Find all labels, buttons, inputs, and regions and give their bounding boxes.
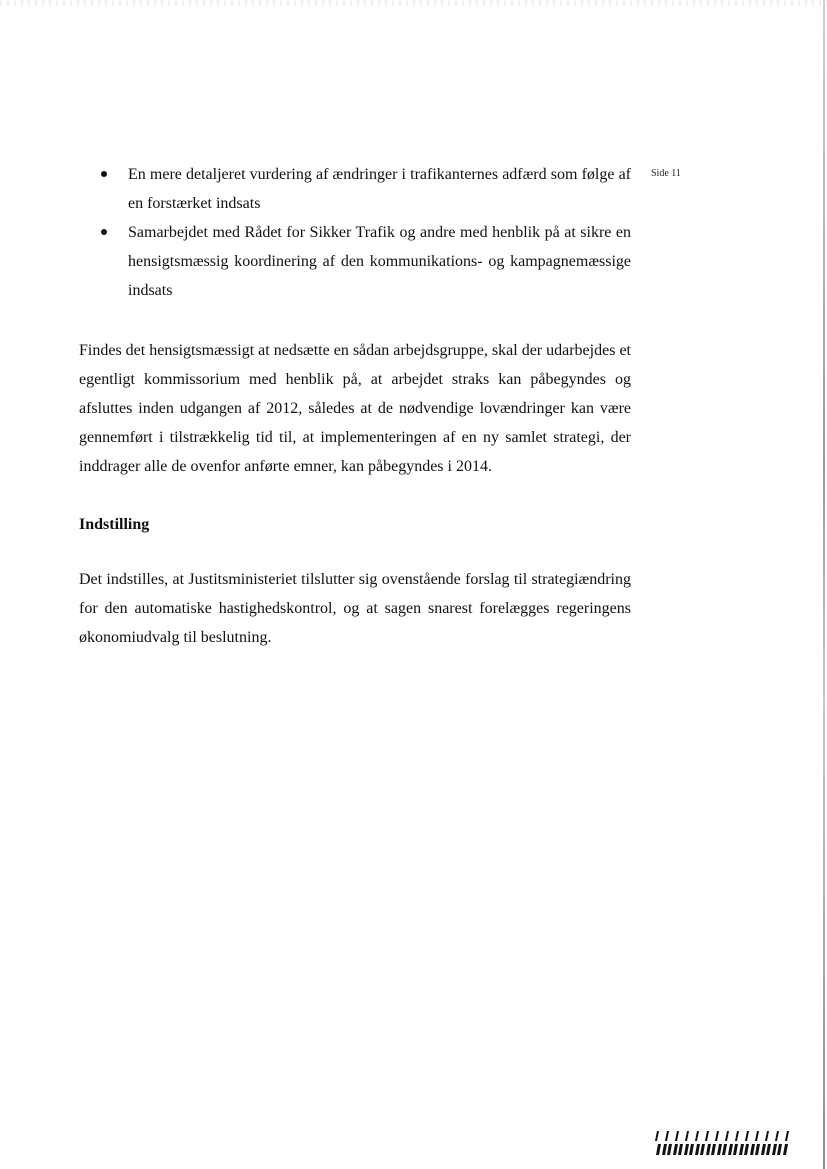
list-item-text: En mere detaljeret vurdering af ændringer i trafikanternes adfærd som følge af en forstærket indsats	[128, 166, 631, 212]
scan-edge-right	[823, 0, 825, 1169]
list-item-text: Samarbejdet med Rådet for Sikker Trafik og andre med henblik på at sikre en hensigtsmæssig koordinering af den kommunikations- og kampagnemæssige indsats	[128, 224, 631, 299]
page-number: Side 11	[651, 168, 681, 179]
scan-edge-top	[0, 0, 827, 6]
body-paragraph: Findes det hensigtsmæssigt at nedsætte en sådan arbejdsgruppe, skal der udarbejdes et egentligt kommissorium med henblik på, at arbejdet straks kan påbegyndes og afsluttes inden udgangen af 2012, således at de nødvendige lovændringer kan være gennemført i tilstrækkelig tid til, at implementeringen af en ny samlet strategi, der inddrager alle de ovenfor anførte emner, kan påbegyndes i 2014.	[79, 342, 631, 475]
list-item	[101, 160, 631, 218]
bullet-icon	[101, 171, 107, 177]
barcode-icon	[655, 1131, 791, 1155]
section-heading: Indstilling	[79, 516, 150, 533]
recommendation-paragraph: Det indstilles, at Justitsministeriet tilslutter sig ovenstående forslag til strategiændring for den automatiske hastighedskontrol, og at sagen snarest forelægges regeringens økonomiudvalg til beslutning.	[79, 571, 631, 646]
bullet-icon	[101, 229, 107, 235]
list-item	[101, 218, 631, 305]
bullet-list	[101, 160, 631, 305]
